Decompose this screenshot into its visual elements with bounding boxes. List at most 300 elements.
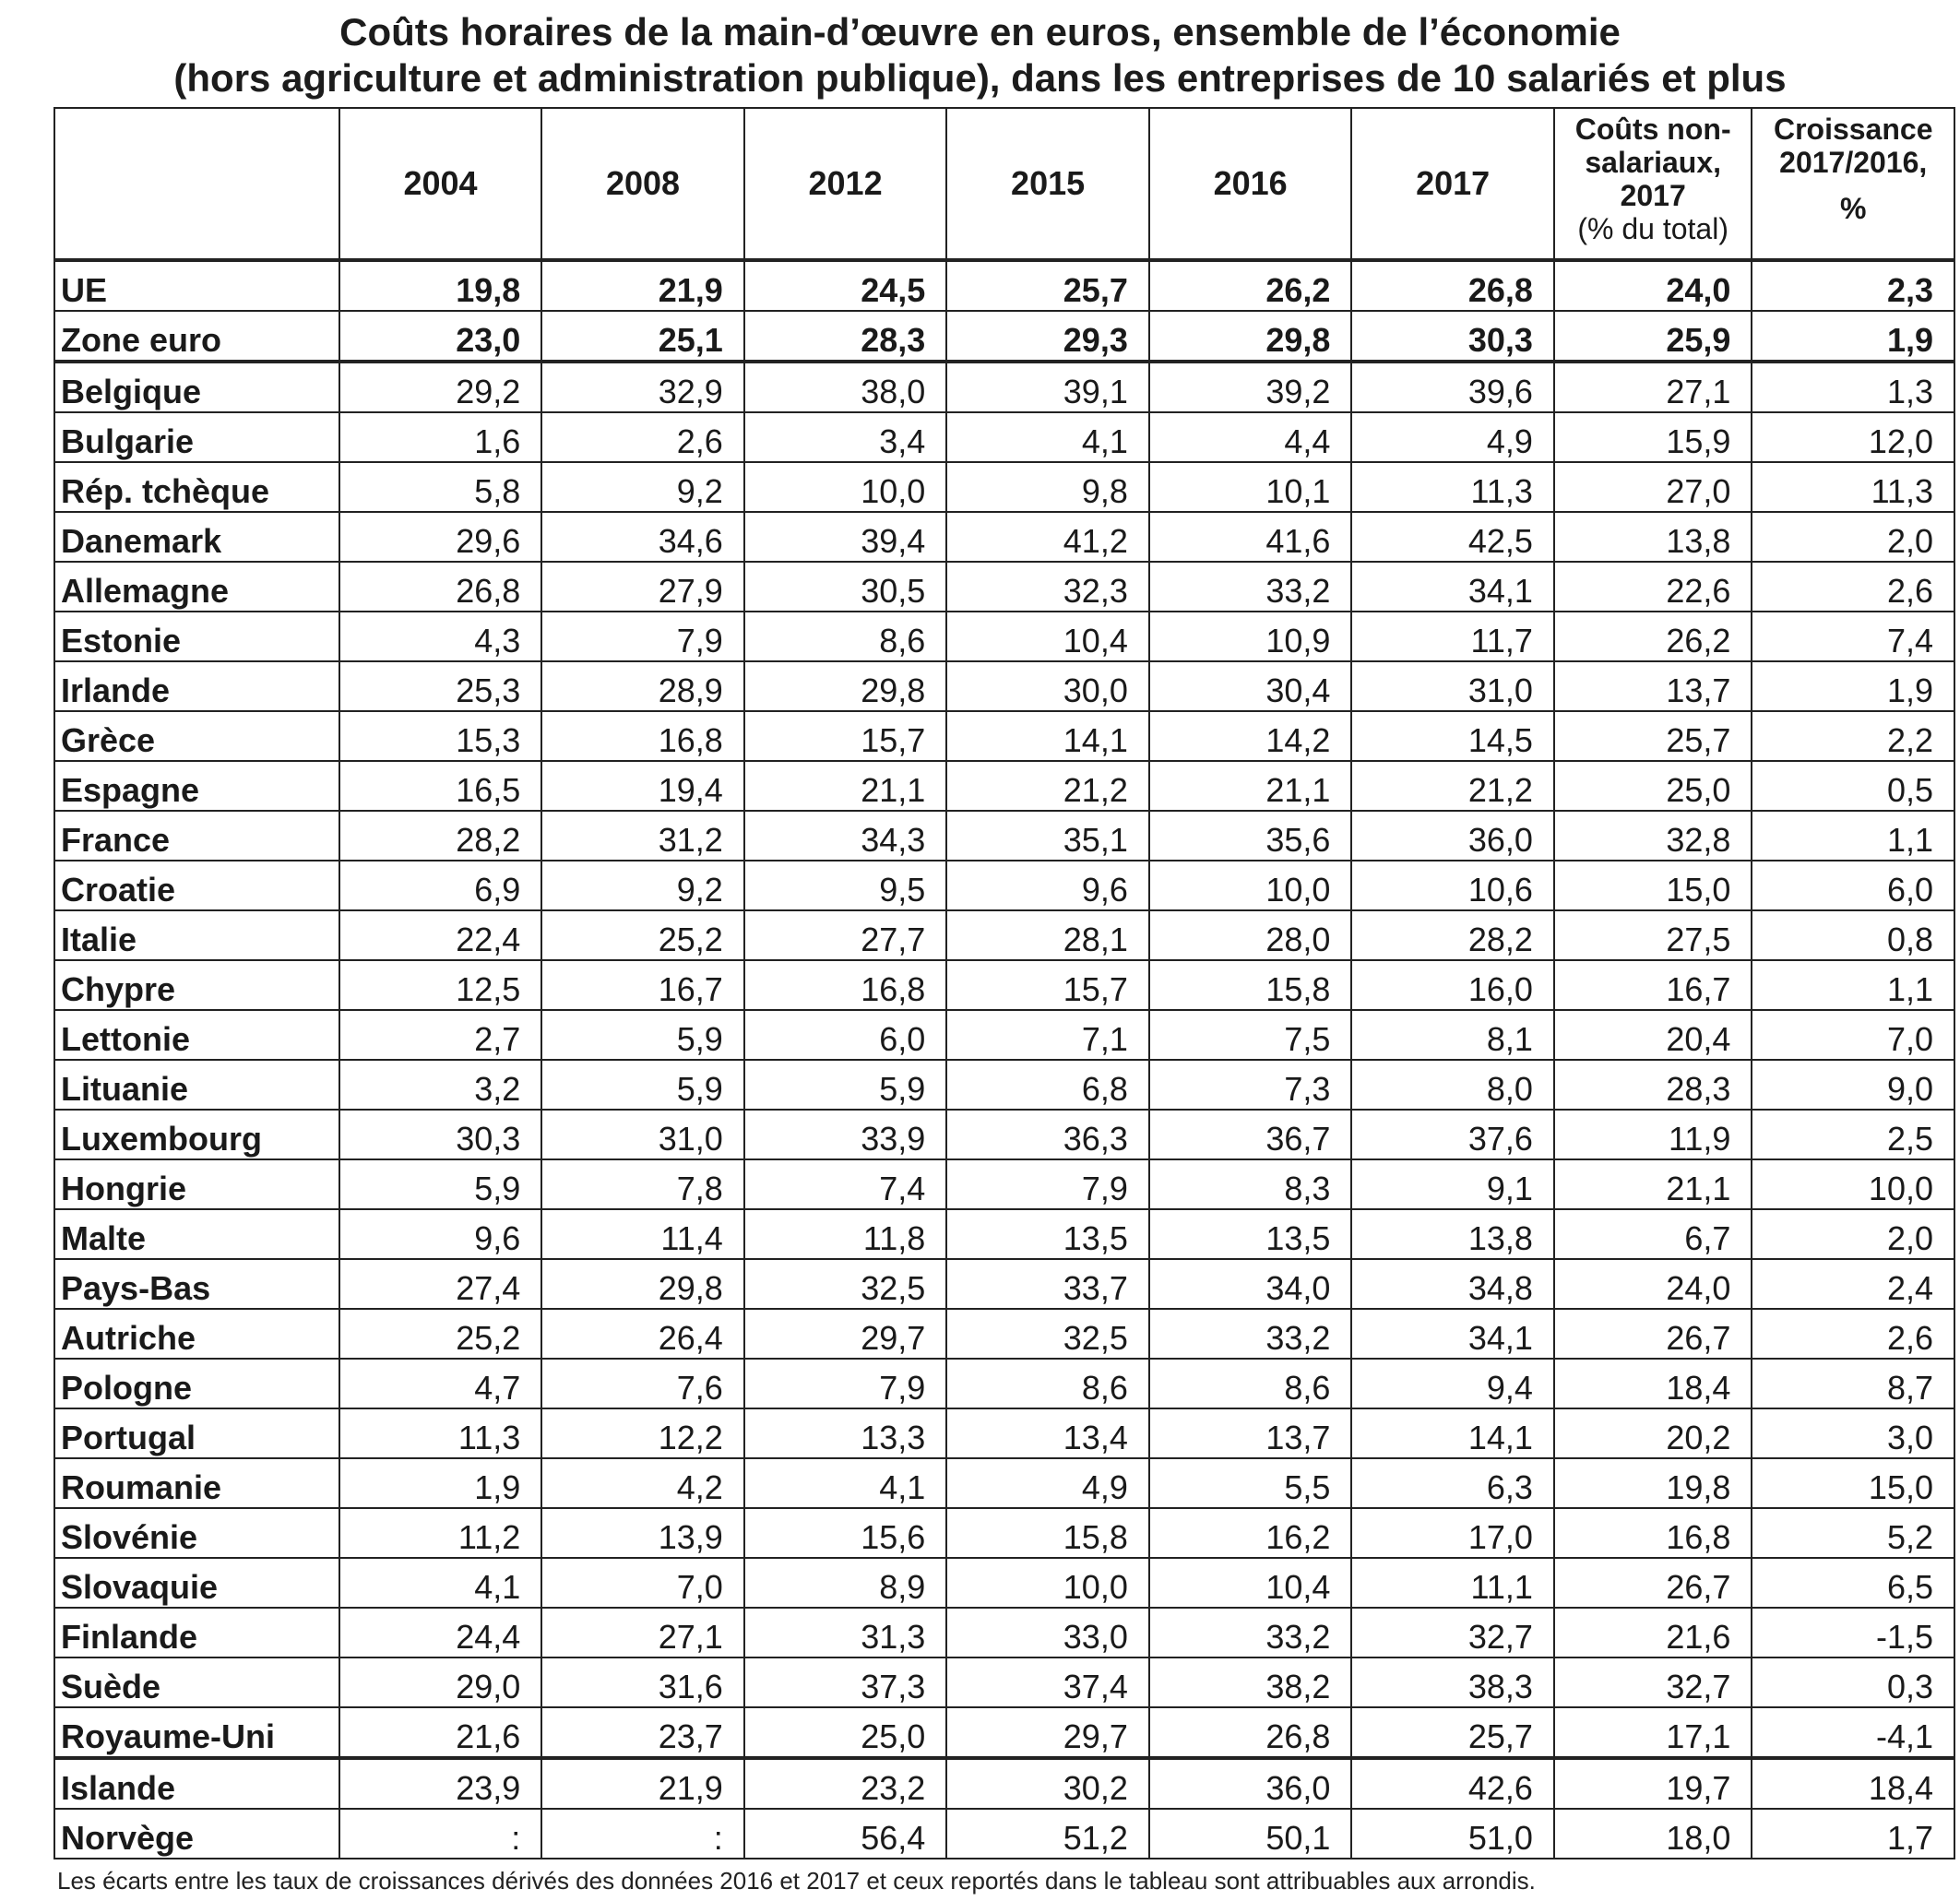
value-cell: 11,3 [1351,462,1554,512]
value-cell: 25,7 [946,260,1149,311]
value-cell: 26,8 [339,562,542,612]
value-cell: 27,9 [541,562,744,612]
value-cell: 7,9 [541,612,744,661]
value-cell: 26,8 [1351,260,1554,311]
table-row [54,1408,1954,1458]
value-cell: 13,5 [1149,1209,1352,1259]
value-cell: 42,6 [1351,1758,1554,1809]
value-cell: 32,9 [541,362,744,412]
value-cell: 39,1 [946,362,1149,412]
value-cell: 28,3 [1554,1060,1752,1110]
country-name-cell: Grèce [54,711,339,761]
value-cell: 13,7 [1554,661,1752,711]
value-cell: 8,0 [1351,1060,1554,1110]
value-cell: 26,2 [1149,260,1352,311]
value-cell: 21,1 [1149,761,1352,811]
header-non-wage-costs-title: Coûts non-salariaux, 2017 [1574,113,1731,212]
table-row [54,761,1954,811]
header-growth-title: Croissance 2017/2016, [1773,113,1933,179]
country-name-cell: UE [54,260,339,311]
value-cell: -1,5 [1752,1608,1954,1657]
country-name-cell: Lettonie [54,1010,339,1060]
table-row [54,960,1954,1010]
value-cell: 15,0 [1752,1458,1954,1508]
value-cell: 13,9 [541,1508,744,1558]
country-name-cell: Autriche [54,1309,339,1359]
value-cell: 1,9 [1752,311,1954,362]
value-cell: 38,3 [1351,1657,1554,1707]
value-cell: 0,3 [1752,1657,1954,1707]
value-cell: 4,1 [339,1558,542,1608]
title-line-2: (hors agriculture et administration publique), dans les entreprises de 10 salariés et plus [173,56,1787,100]
value-cell: 6,0 [1752,861,1954,910]
value-cell: 34,8 [1351,1259,1554,1309]
value-cell: 3,2 [339,1060,542,1110]
value-cell: 10,0 [946,1558,1149,1608]
value-cell: 11,8 [744,1209,947,1259]
value-cell: 56,4 [744,1809,947,1859]
table-row [54,1508,1954,1558]
value-cell: 12,0 [1752,412,1954,462]
table-row [54,1309,1954,1359]
value-cell: 6,3 [1351,1458,1554,1508]
country-name-cell: Norvège [54,1809,339,1859]
country-name-cell: Italie [54,910,339,960]
value-cell: 28,0 [1149,910,1352,960]
value-cell: 5,2 [1752,1508,1954,1558]
value-cell: 7,6 [541,1359,744,1408]
value-cell: 29,7 [946,1707,1149,1758]
country-name-cell: Belgique [54,362,339,412]
value-cell: 9,1 [1351,1159,1554,1209]
header-non-wage-costs-unit: (% du total) [1577,212,1728,245]
value-cell: 9,2 [541,462,744,512]
value-cell: 39,2 [1149,362,1352,412]
value-cell: 19,8 [1554,1458,1752,1508]
value-cell: 4,4 [1149,412,1352,462]
value-cell: 8,9 [744,1558,947,1608]
table-header-row [54,108,1954,260]
value-cell: 6,8 [946,1060,1149,1110]
title-line-1: Coûts horaires de la main-d’œuvre en euros, ensemble de l’économie [339,10,1621,53]
value-cell: 32,5 [946,1309,1149,1359]
country-name-cell: Slovaquie [54,1558,339,1608]
value-cell: 16,2 [1149,1508,1352,1558]
value-cell: 16,8 [1554,1508,1752,1558]
value-cell: 25,2 [339,1309,542,1359]
value-cell: 15,9 [1554,412,1752,462]
table-row [54,1159,1954,1209]
value-cell: 9,0 [1752,1060,1954,1110]
country-name-cell: France [54,811,339,861]
table-row [54,612,1954,661]
value-cell: 8,6 [744,612,947,661]
value-cell: 12,5 [339,960,542,1010]
value-cell: 36,3 [946,1110,1149,1159]
value-cell: 35,6 [1149,811,1352,861]
value-cell: 13,7 [1149,1408,1352,1458]
value-cell: 30,4 [1149,661,1352,711]
value-cell: 27,7 [744,910,947,960]
country-name-cell: Suède [54,1657,339,1707]
value-cell: 2,5 [1752,1110,1954,1159]
value-cell: 37,3 [744,1657,947,1707]
value-cell: 29,8 [541,1259,744,1309]
value-cell: 28,1 [946,910,1149,960]
table-row [54,1558,1954,1608]
value-cell: 2,2 [1752,711,1954,761]
table-row [54,661,1954,711]
value-cell: 14,1 [946,711,1149,761]
value-cell: 27,5 [1554,910,1752,960]
table-row [54,1657,1954,1707]
table-row [54,311,1954,362]
value-cell: 33,2 [1149,1608,1352,1657]
country-name-cell: Chypre [54,960,339,1010]
value-cell: 5,9 [541,1060,744,1110]
value-cell: 16,8 [541,711,744,761]
table-row [54,1707,1954,1758]
value-cell: 20,4 [1554,1010,1752,1060]
value-cell: 21,6 [1554,1608,1752,1657]
country-name-cell: Danemark [54,512,339,562]
value-cell: 28,3 [744,311,947,362]
value-cell: 6,7 [1554,1209,1752,1259]
value-cell: 7,4 [744,1159,947,1209]
value-cell: 23,7 [541,1707,744,1758]
value-cell: 26,7 [1554,1558,1752,1608]
value-cell: 25,0 [744,1707,947,1758]
value-cell: 13,4 [946,1408,1149,1458]
value-cell: 35,1 [946,811,1149,861]
page-title [0,9,1960,101]
header-2004: 2004 [339,108,542,260]
value-cell: 10,6 [1351,861,1554,910]
value-cell: 26,7 [1554,1309,1752,1359]
country-name-cell: Hongrie [54,1159,339,1209]
value-cell: 32,7 [1554,1657,1752,1707]
value-cell: 10,9 [1149,612,1352,661]
value-cell: 23,2 [744,1758,947,1809]
value-cell: 33,0 [946,1608,1149,1657]
value-cell: 3,0 [1752,1408,1954,1458]
value-cell: 25,9 [1554,311,1752,362]
value-cell: 15,7 [946,960,1149,1010]
value-cell: 5,8 [339,462,542,512]
value-cell: 37,4 [946,1657,1149,1707]
value-cell: 14,1 [1351,1408,1554,1458]
value-cell: 42,5 [1351,512,1554,562]
country-name-cell: Pays-Bas [54,1259,339,1309]
value-cell: 15,8 [1149,960,1352,1010]
value-cell: 31,0 [1351,661,1554,711]
value-cell: 27,0 [1554,462,1752,512]
value-cell: 7,5 [1149,1010,1352,1060]
value-cell: 11,1 [1351,1558,1554,1608]
country-name-cell: Estonie [54,612,339,661]
value-cell: 30,0 [946,661,1149,711]
value-cell: 22,6 [1554,562,1752,612]
value-cell: 8,6 [946,1359,1149,1408]
value-cell: 26,4 [541,1309,744,1359]
value-cell: 41,2 [946,512,1149,562]
value-cell: 21,1 [744,761,947,811]
value-cell: 39,4 [744,512,947,562]
value-cell: 0,8 [1752,910,1954,960]
table-row [54,711,1954,761]
header-growth [1752,108,1954,260]
value-cell: 21,9 [541,1758,744,1809]
value-cell: 15,8 [946,1508,1149,1558]
value-cell: 17,1 [1554,1707,1752,1758]
table-row [54,1010,1954,1060]
value-cell: 11,9 [1554,1110,1752,1159]
value-cell: 9,2 [541,861,744,910]
value-cell: 16,7 [1554,960,1752,1010]
value-cell: 24,0 [1554,1259,1752,1309]
value-cell: 36,0 [1149,1758,1352,1809]
value-cell: 13,8 [1351,1209,1554,1259]
value-cell: 1,7 [1752,1809,1954,1859]
value-cell: 29,7 [744,1309,947,1359]
table-row [54,811,1954,861]
value-cell: 28,2 [1351,910,1554,960]
value-cell: 9,6 [339,1209,542,1259]
value-cell: 25,2 [541,910,744,960]
value-cell: 33,2 [1149,1309,1352,1359]
value-cell: 1,1 [1752,960,1954,1010]
value-cell: 16,0 [1351,960,1554,1010]
value-cell: : [339,1809,542,1859]
labour-cost-table [53,107,1955,1859]
value-cell: 23,9 [339,1758,542,1809]
value-cell: 30,2 [946,1758,1149,1809]
value-cell: 28,9 [541,661,744,711]
value-cell: 21,1 [1554,1159,1752,1209]
value-cell: 4,2 [541,1458,744,1508]
value-cell: 33,7 [946,1259,1149,1309]
value-cell: 34,3 [744,811,947,861]
country-name-cell: Lituanie [54,1060,339,1110]
value-cell: 27,1 [541,1608,744,1657]
value-cell: 11,4 [541,1209,744,1259]
value-cell: 38,2 [1149,1657,1352,1707]
value-cell: 6,5 [1752,1558,1954,1608]
value-cell: 29,8 [744,661,947,711]
value-cell: 7,3 [1149,1060,1352,1110]
value-cell: 24,0 [1554,260,1752,311]
header-2008: 2008 [541,108,744,260]
value-cell: 18,0 [1554,1809,1752,1859]
value-cell: 51,0 [1351,1809,1554,1859]
value-cell: 2,0 [1752,512,1954,562]
value-cell: 25,0 [1554,761,1752,811]
value-cell: 12,2 [541,1408,744,1458]
value-cell: 2,7 [339,1010,542,1060]
value-cell: 33,2 [1149,562,1352,612]
value-cell: 16,8 [744,960,947,1010]
value-cell: 4,9 [946,1458,1149,1508]
country-name-cell: Zone euro [54,311,339,362]
country-name-cell: Irlande [54,661,339,711]
value-cell: 25,3 [339,661,542,711]
table-body [54,260,1954,1859]
value-cell: 9,4 [1351,1359,1554,1408]
value-cell: 11,2 [339,1508,542,1558]
value-cell: 15,0 [1554,861,1752,910]
value-cell: 34,1 [1351,562,1554,612]
value-cell: 6,0 [744,1010,947,1060]
value-cell: 32,5 [744,1259,947,1309]
value-cell: 31,0 [541,1110,744,1159]
table-row [54,412,1954,462]
table-row [54,1060,1954,1110]
value-cell: 29,6 [339,512,542,562]
value-cell: 13,5 [946,1209,1149,1259]
value-cell: 8,7 [1752,1359,1954,1408]
value-cell: 7,8 [541,1159,744,1209]
value-cell: 10,0 [1752,1159,1954,1209]
value-cell: 4,3 [339,612,542,661]
value-cell: 1,6 [339,412,542,462]
table-row [54,1458,1954,1508]
table-row [54,1758,1954,1809]
value-cell: 34,6 [541,512,744,562]
country-name-cell: Allemagne [54,562,339,612]
value-cell: 8,6 [1149,1359,1352,1408]
value-cell: 7,9 [946,1159,1149,1209]
value-cell: 24,5 [744,260,947,311]
value-cell: 18,4 [1554,1359,1752,1408]
value-cell: 25,7 [1351,1707,1554,1758]
value-cell: 31,3 [744,1608,947,1657]
value-cell: 36,7 [1149,1110,1352,1159]
value-cell: 36,0 [1351,811,1554,861]
value-cell: 7,0 [541,1558,744,1608]
country-name-cell: Luxembourg [54,1110,339,1159]
country-name-cell: Slovénie [54,1508,339,1558]
value-cell: 1,3 [1752,362,1954,412]
value-cell: 2,0 [1752,1209,1954,1259]
footnote: Les écarts entre les taux de croissances dérivés des données 2016 et 2017 et ceux reportés dans le tableau sont attribuables aux arrondis. [57,1867,1536,1895]
value-cell: 7,9 [744,1359,947,1408]
value-cell: 16,5 [339,761,542,811]
value-cell: 31,2 [541,811,744,861]
value-cell: 23,0 [339,311,542,362]
value-cell: 31,6 [541,1657,744,1707]
value-cell: 32,8 [1554,811,1752,861]
value-cell: 26,2 [1554,612,1752,661]
table-row [54,362,1954,412]
value-cell: 9,5 [744,861,947,910]
value-cell: 2,6 [1752,1309,1954,1359]
value-cell: 11,3 [339,1408,542,1458]
table-row [54,562,1954,612]
value-cell: 34,1 [1351,1309,1554,1359]
country-name-cell: Bulgarie [54,412,339,462]
value-cell: 28,2 [339,811,542,861]
table-row [54,1608,1954,1657]
value-cell: 27,1 [1554,362,1752,412]
country-name-cell: Pologne [54,1359,339,1408]
value-cell: 32,7 [1351,1608,1554,1657]
value-cell: 5,9 [339,1159,542,1209]
value-cell: 4,9 [1351,412,1554,462]
value-cell: 14,5 [1351,711,1554,761]
country-name-cell: Malte [54,1209,339,1259]
table-row [54,512,1954,562]
value-cell: 32,3 [946,562,1149,612]
country-name-cell: Portugal [54,1408,339,1458]
value-cell: 5,9 [541,1010,744,1060]
value-cell: : [541,1809,744,1859]
value-cell: 4,1 [946,412,1149,462]
value-cell: 11,7 [1351,612,1554,661]
country-name-cell: Espagne [54,761,339,811]
value-cell: 9,6 [946,861,1149,910]
value-cell: 29,2 [339,362,542,412]
value-cell: 7,1 [946,1010,1149,1060]
value-cell: 30,3 [1351,311,1554,362]
value-cell: 19,4 [541,761,744,811]
value-cell: 38,0 [744,362,947,412]
value-cell: 1,9 [339,1458,542,1508]
header-2016: 2016 [1149,108,1352,260]
value-cell: 16,7 [541,960,744,1010]
value-cell: 10,4 [1149,1558,1352,1608]
table-row [54,861,1954,910]
value-cell: 25,7 [1554,711,1752,761]
table-row [54,1809,1954,1859]
value-cell: 17,0 [1351,1508,1554,1558]
value-cell: 1,1 [1752,811,1954,861]
value-cell: 37,6 [1351,1110,1554,1159]
value-cell: 10,1 [1149,462,1352,512]
value-cell: 8,3 [1149,1159,1352,1209]
value-cell: 30,3 [339,1110,542,1159]
value-cell: 4,1 [744,1458,947,1508]
value-cell: 24,4 [339,1608,542,1657]
value-cell: 5,5 [1149,1458,1352,1508]
header-2012: 2012 [744,108,947,260]
value-cell: 6,9 [339,861,542,910]
value-cell: 2,6 [541,412,744,462]
header-non-wage-costs [1554,108,1752,260]
value-cell: 8,1 [1351,1010,1554,1060]
value-cell: 13,3 [744,1408,947,1458]
value-cell: 9,8 [946,462,1149,512]
country-name-cell: Rép. tchèque [54,462,339,512]
value-cell: 7,0 [1752,1010,1954,1060]
table-row [54,910,1954,960]
table-row [54,1259,1954,1309]
country-name-cell: Croatie [54,861,339,910]
value-cell: 26,8 [1149,1707,1352,1758]
value-cell: 29,0 [339,1657,542,1707]
header-2017: 2017 [1351,108,1554,260]
table-row [54,260,1954,311]
country-name-cell: Roumanie [54,1458,339,1508]
value-cell: 4,7 [339,1359,542,1408]
table-row [54,1110,1954,1159]
value-cell: 21,2 [946,761,1149,811]
header-country [54,108,339,260]
value-cell: 25,1 [541,311,744,362]
value-cell: 1,9 [1752,661,1954,711]
value-cell: 22,4 [339,910,542,960]
value-cell: 15,3 [339,711,542,761]
country-name-cell: Royaume-Uni [54,1707,339,1758]
